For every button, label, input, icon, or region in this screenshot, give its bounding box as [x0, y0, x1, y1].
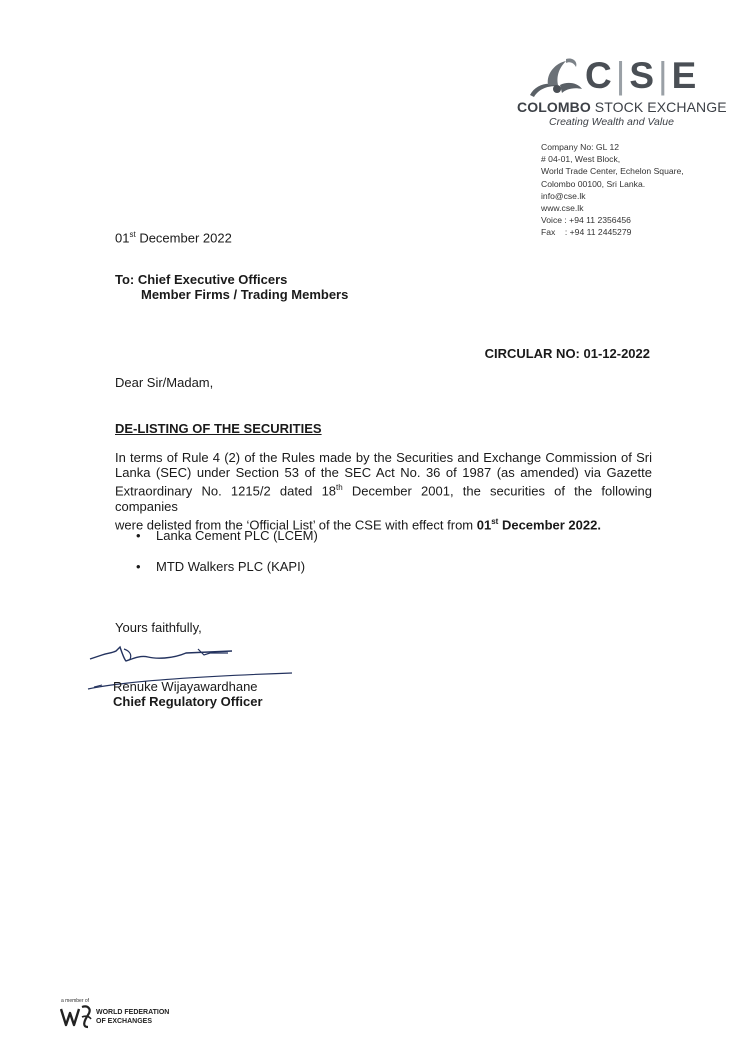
closing: Yours faithfully,	[115, 620, 202, 635]
effective-date-suffix: st	[491, 517, 499, 527]
contact-address-2: World Trade Center, Echelon Square,	[541, 166, 684, 177]
signer-name: Renuke Wijayawardhane	[113, 679, 258, 694]
body-paragraph	[115, 450, 652, 533]
cse-logo-letters: C|S|E	[585, 55, 698, 96]
logo-letter-s: S	[629, 55, 656, 96]
effective-date-day: 01	[476, 517, 492, 533]
company-item: MTD Walkers PLC (KAPI)	[156, 559, 306, 574]
org-name-bold: COLOMBO	[517, 99, 591, 115]
organization-name	[517, 99, 727, 115]
contact-website: www.cse.lk	[541, 203, 584, 214]
circular-number: CIRCULAR NO: 01-12-2022	[484, 346, 650, 361]
paragraph-line-4-a: were delisted from the ‘Official List’ of the CSE with effect from	[115, 517, 477, 533]
logo-letter-e: E	[671, 55, 698, 96]
paragraph-line-3-sup: th	[336, 483, 343, 493]
paragraph-line-3-a: Extraordinary No. 1215/2 dated 18	[115, 483, 337, 499]
contact-address-1: # 04-01, West Block,	[541, 154, 621, 165]
contact-address-3: Colombo 00100, Sri Lanka.	[541, 178, 646, 189]
subject-heading: DE-LISTING OF THE SECURITIES	[115, 421, 322, 436]
bullet-icon: •	[136, 528, 141, 543]
wfe-logo-icon	[60, 1003, 94, 1030]
signer-title: Chief Regulatory Officer	[113, 694, 263, 709]
wfe-name-line-2: OF EXCHANGES	[96, 1018, 153, 1025]
paragraph-line-3	[115, 480, 652, 514]
salutation: Dear Sir/Madam,	[115, 375, 214, 390]
bullet-icon: •	[136, 559, 141, 574]
contact-voice: Voice : +94 11 2356456	[541, 215, 631, 226]
org-name-rest: STOCK EXCHANGE	[590, 99, 727, 115]
date-month-year: December 2022	[135, 230, 232, 246]
recipient-line-2: Member Firms / Trading Members	[141, 287, 349, 302]
company-item: Lanka Cement PLC (LCEM)	[156, 528, 318, 543]
letter-date	[115, 227, 232, 245]
date-day: 01	[115, 230, 130, 246]
effective-date-rest: December 2022.	[498, 517, 601, 533]
logo-letter-c: C	[585, 55, 613, 96]
contact-fax: Fax : +94 11 2445279	[541, 227, 632, 238]
paragraph-line-3-b: December 2001, the securities of the following companies	[115, 483, 652, 514]
tagline: Creating Wealth and Value	[549, 116, 674, 128]
contact-block	[541, 141, 684, 239]
member-of-label: a member of	[61, 998, 90, 1004]
date-suffix: st	[129, 230, 136, 239]
paragraph-line-1: In terms of Rule 4 (2) of the Rules made by the Securities and Exchange Commission of Sri	[115, 450, 652, 465]
paragraph-line-2: Lanka (SEC) under Section 53 of the SEC Act No. 36 of 1987 (as amended) via Gazette	[115, 465, 652, 481]
recipient-line-1: To: Chief Executive Officers	[115, 272, 288, 287]
wfe-name-line-1: WORLD FEDERATION	[96, 1009, 170, 1016]
cse-logo-mark-icon	[526, 55, 586, 101]
contact-company-no: Company No: GL 12	[541, 142, 620, 152]
contact-email: info@cse.lk	[541, 190, 586, 201]
